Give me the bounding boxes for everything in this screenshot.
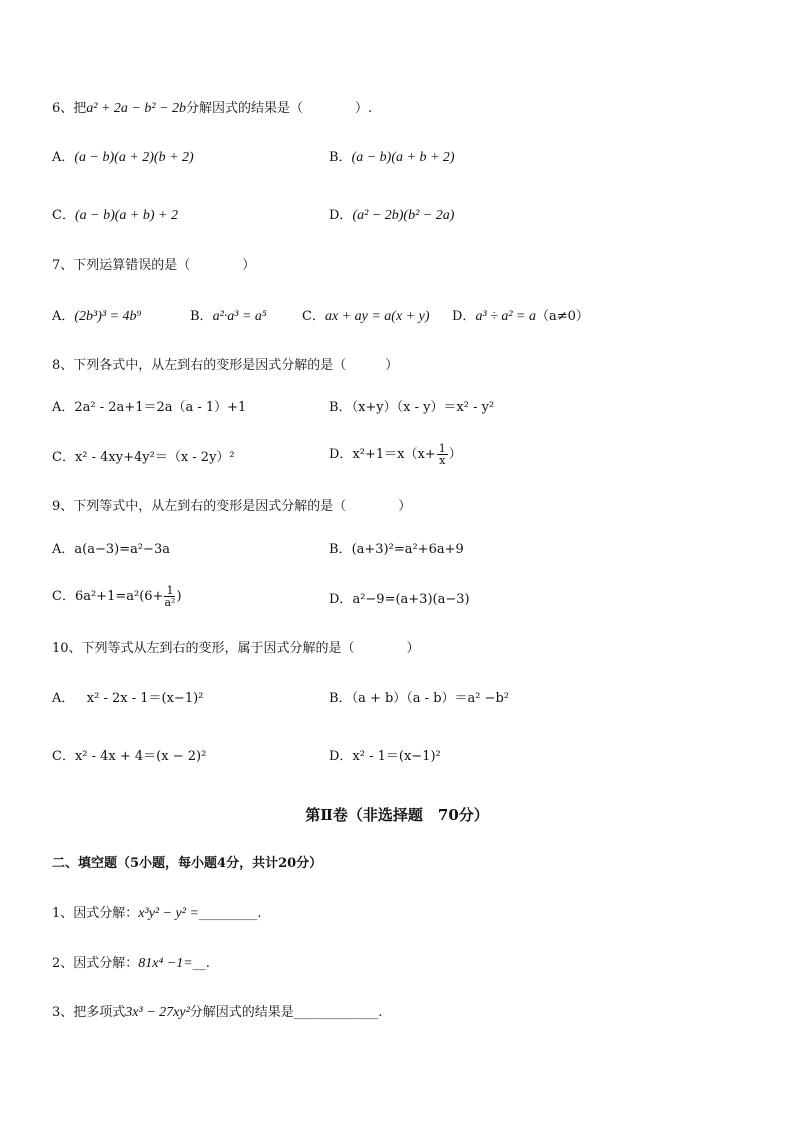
option-label: D． bbox=[329, 592, 353, 607]
q9-option-d bbox=[329, 591, 470, 609]
option-expression: (a − b)(a + 2)(b + 2) bbox=[74, 150, 194, 165]
fraction-numerator: 1 bbox=[166, 584, 174, 597]
fraction bbox=[164, 585, 175, 608]
fill-question-2 bbox=[52, 955, 210, 973]
option-label: C． bbox=[52, 589, 75, 604]
option-expression: a²·a³ = a⁵ bbox=[212, 309, 267, 324]
q8-option-d bbox=[329, 443, 462, 466]
fraction bbox=[437, 443, 448, 466]
q6-option-c bbox=[52, 207, 178, 225]
question-middle: 分解因式的结果是 bbox=[189, 1005, 294, 1020]
option-label: A． bbox=[52, 400, 75, 415]
option-label: B． bbox=[329, 542, 352, 557]
option-expression: (2b³)³ = 4b⁹ bbox=[74, 309, 142, 324]
q7-option-c bbox=[302, 308, 429, 326]
q8-option-a bbox=[52, 399, 246, 417]
question-expression: 3x³ − 27xy² bbox=[125, 1005, 190, 1020]
q9-option-a bbox=[52, 541, 170, 559]
q10-option-d bbox=[329, 748, 441, 766]
option-label: C． bbox=[52, 749, 75, 764]
option-expression: ax + ay = a(x + y) bbox=[324, 309, 430, 324]
option-label: B． bbox=[329, 150, 352, 165]
answer-blank: _____________ bbox=[293, 1005, 379, 1020]
answer-blank: __ bbox=[192, 956, 206, 971]
option-label: D． bbox=[329, 208, 353, 223]
q6-stem-suffix: 分解因式的结果是（ ）. bbox=[186, 101, 373, 116]
option-expression: a(a−3)=a²−3a bbox=[74, 542, 170, 557]
option-expression: (a − b)(a + b) + 2 bbox=[74, 208, 178, 223]
q10-option-b bbox=[329, 690, 509, 708]
question-8-stem: 8、下列各式中，从左到右的变形是因式分解的是（ ） bbox=[52, 358, 399, 373]
option-expression: （x+y）（x - y）＝x² - y² bbox=[351, 400, 495, 415]
option-expression: x² - 2x - 1＝(x−1)² bbox=[86, 691, 204, 706]
fill-question-1 bbox=[52, 905, 262, 923]
option-expression: (a − b)(a + b + 2) bbox=[351, 150, 455, 165]
option-expression: x² - 4xy+4y²＝（x - 2y）² bbox=[74, 450, 235, 465]
fraction-denominator: x bbox=[439, 454, 446, 467]
fraction-numerator: 1 bbox=[438, 442, 446, 455]
q10-option-c bbox=[52, 748, 206, 766]
question-end: . bbox=[378, 1005, 383, 1020]
answer-blank: _________ bbox=[198, 906, 258, 921]
option-label: B． bbox=[329, 400, 352, 415]
q8-option-c bbox=[52, 449, 235, 467]
option-expression: 2a² - 2a+1＝2a（a - 1）+1 bbox=[74, 400, 247, 415]
q10-option-a bbox=[52, 690, 203, 708]
q8-option-b bbox=[329, 399, 494, 417]
question-end: . bbox=[205, 956, 210, 971]
option-label: D． bbox=[452, 309, 476, 324]
option-expression: （a + b）（a - b）＝a² −b² bbox=[351, 691, 510, 706]
option-label: C． bbox=[302, 309, 325, 324]
fill-question-3 bbox=[52, 1004, 382, 1022]
q9-option-b bbox=[329, 541, 464, 559]
q7-option-b bbox=[190, 308, 267, 326]
fraction-denominator: a² bbox=[164, 596, 176, 609]
question-expression: x³y² − y² = bbox=[138, 906, 199, 921]
option-label: A． bbox=[52, 150, 75, 165]
option-label: A． bbox=[52, 691, 75, 706]
option-label: D． bbox=[329, 447, 353, 462]
option-label: A． bbox=[52, 542, 75, 557]
question-7-stem: 7、下列运算错误的是（ ） bbox=[52, 258, 256, 273]
part-2-title: 第Ⅱ卷（非选择题 70分） bbox=[305, 806, 489, 824]
option-label: D． bbox=[329, 749, 353, 764]
question-9-stem: 9、下列等式中，从左到右的变形是因式分解的是（ ） bbox=[52, 499, 412, 514]
option-label: C． bbox=[52, 450, 75, 465]
question-end: . bbox=[257, 906, 262, 921]
question-expression: 81x⁴ −1= bbox=[138, 956, 193, 971]
option-expression: a³ ÷ a² = a bbox=[475, 309, 536, 324]
q7-option-d bbox=[452, 308, 589, 326]
q6-option-a bbox=[52, 149, 194, 167]
q6-option-d bbox=[329, 207, 454, 225]
option-label: B． bbox=[190, 309, 213, 324]
section-2-heading: 二、填空题（5小题，每小题4分，共计20分） bbox=[52, 856, 323, 871]
q7-option-a bbox=[52, 308, 141, 326]
q6-stem-expression: a² + 2a − b² − 2b bbox=[86, 101, 187, 116]
option-expression-end: ） bbox=[448, 447, 462, 462]
option-label: C． bbox=[52, 208, 75, 223]
option-expression: (a² − 2b)(b² − 2a) bbox=[352, 208, 455, 223]
question-10-stem: 10、下列等式从左到右的变形，属于因式分解的是（ ） bbox=[52, 641, 420, 656]
option-expression: a²−9=(a+3)(a−3) bbox=[352, 592, 470, 607]
option-expression: x² - 4x + 4＝(x − 2)² bbox=[74, 749, 207, 764]
question-prefix: 3、把多项式 bbox=[52, 1005, 126, 1020]
question-6-stem bbox=[52, 100, 372, 118]
q9-option-c bbox=[52, 585, 182, 608]
option-expression: x²+1＝x（x+ bbox=[352, 447, 436, 462]
option-expression-end: ) bbox=[176, 589, 182, 604]
option-condition: （a≠0） bbox=[535, 309, 589, 324]
q6-stem-prefix: 6、把 bbox=[52, 101, 87, 116]
option-label: B． bbox=[329, 691, 352, 706]
option-expression: x² - 1＝(x−1)² bbox=[352, 749, 441, 764]
question-prefix: 2、因式分解： bbox=[52, 956, 139, 971]
option-expression: 6a²+1=a²(6+ bbox=[74, 589, 164, 604]
option-label: A． bbox=[52, 309, 75, 324]
question-prefix: 1、因式分解： bbox=[52, 906, 139, 921]
option-expression: (a+3)²=a²+6a+9 bbox=[351, 542, 464, 557]
q6-option-b bbox=[329, 149, 455, 167]
